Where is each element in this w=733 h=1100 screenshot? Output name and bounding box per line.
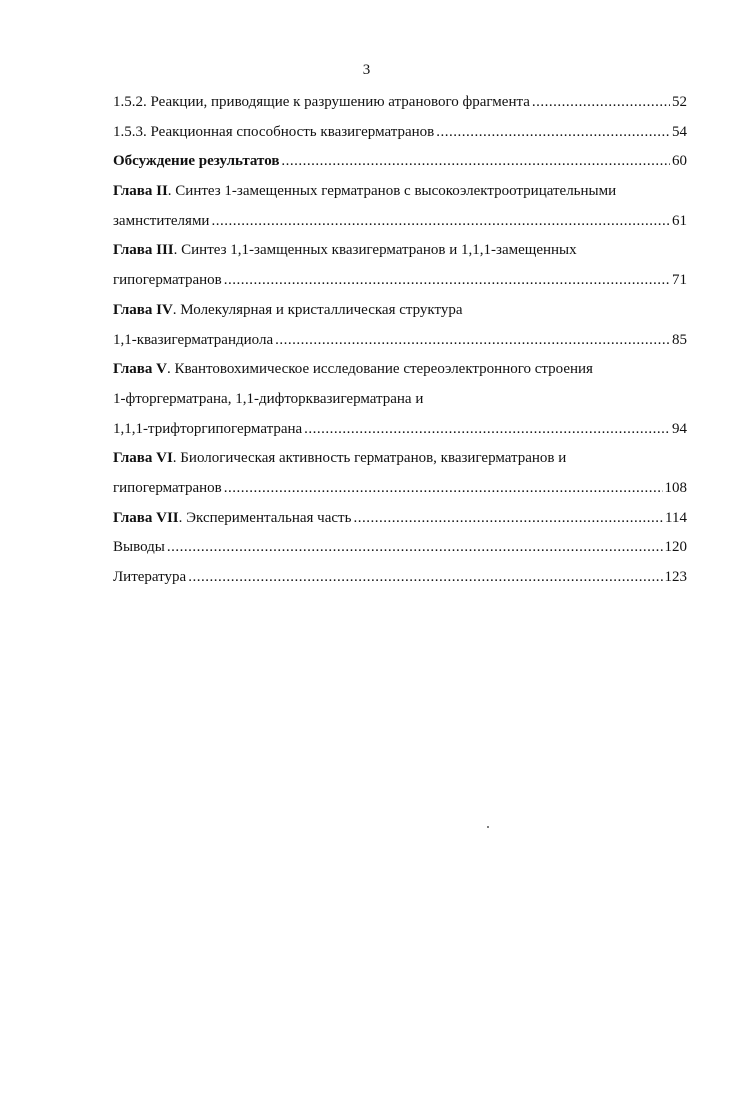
toc-entry-title-continued: замнстителями [113,212,210,229]
toc-entry-page: 71 [672,272,687,289]
toc-entry-chapter-7[interactable] [113,504,687,534]
chapter-label: Глава VI [113,450,173,467]
toc-entry-page: 123 [664,569,687,585]
dot-leader [224,474,663,504]
chapter-label: Глава V [113,361,167,378]
chapter-label: Глава VII [113,509,179,526]
toc-entry-title: . Синтез 1,1-замщенных квазигерматранов и 1,1,1-замещенных [173,242,577,259]
toc-entry-page: 52 [672,94,687,110]
toc-entry-title-continued: гипогерматранов [113,272,222,289]
toc-entry-title [113,504,351,534]
toc-entry-title: . Биологическая активность герматранов, квазигерматранов и [172,450,567,467]
toc-entry-title: Обсуждение результатов [113,153,280,170]
toc-entry-page: 94 [672,420,687,437]
toc-entry-page: 60 [672,153,687,170]
page-number: 3 [362,62,371,78]
dot-leader [436,118,670,148]
toc-entry-title-continued: 1,1,1-трифторгипогерматрана [113,420,303,437]
toc-entry-page: 120 [664,539,687,556]
dot-leader [353,504,663,534]
toc-entry-chapter-5-line-3[interactable] [113,415,687,445]
toc-entry-title: . Молекулярная и кристаллическая структура [172,301,463,318]
toc-entry-chapter-4-line-2[interactable] [113,326,687,356]
toc-entry-title: 1.5.3. Реакционная способность квазигерматранов [113,123,435,140]
toc-entry-title: . Квантовохимическое исследование стереоэлектронного строения [166,361,593,378]
chapter-label: Глава IV [113,301,173,318]
toc-entry-page: 54 [672,123,687,140]
toc-entry-discussion[interactable] [113,147,687,177]
toc-entry-chapter-6-line-2[interactable] [113,474,687,504]
toc-entry-title-continued: 1-фторгерматрана, 1,1-дифторквазигерматрана и [113,390,424,407]
toc-entry-title: Выводы [113,539,165,556]
toc-entry-chapter-5-line-1[interactable] [113,355,687,385]
toc-entry-chapter-5-line-2[interactable] [113,385,687,415]
toc-entry-conclusions[interactable] [113,533,687,563]
dot-leader [275,326,670,356]
toc-entry-chapter-2-line-2[interactable] [113,207,687,237]
toc-entry-title: 1.5.2. Реакции, приводящие к разрушению атранового фрагмента [113,94,530,110]
toc-entry-chapter-4-line-1[interactable] [113,296,687,326]
table-of-contents [113,88,687,593]
toc-entry-title-continued: гипогерматранов [113,479,222,496]
dot-leader [188,563,662,593]
dot-leader [304,415,670,445]
scan-speck [487,826,489,828]
dot-leader [532,88,670,118]
toc-entry-chapter-3-line-1[interactable] [113,236,687,266]
toc-entry-chapter-6-line-1[interactable] [113,444,687,474]
toc-entry-title: . Синтез 1-замещенных герматранов с высокоэлектроотрицательными [167,183,617,200]
toc-entry-page: 61 [672,212,687,229]
toc-entry-page: 114 [665,509,687,526]
dot-leader [281,147,670,177]
chapter-label: Глава III [113,242,174,259]
toc-entry-page: 108 [664,479,687,496]
toc-entry-1-5-3[interactable] [113,118,687,148]
toc-entry-1-5-2[interactable] [113,88,687,118]
toc-entry-page: 85 [672,331,687,348]
dot-leader [224,266,670,296]
toc-entry-title-text: . Экспериментальная часть [178,509,352,526]
toc-entry-title-continued: 1,1-квазигерматрандиола [113,331,274,348]
toc-entry-chapter-3-line-2[interactable] [113,266,687,296]
toc-entry-chapter-2-line-1[interactable] [113,177,687,207]
toc-entry-references[interactable] [113,563,687,593]
chapter-label: Глава II [113,183,168,200]
dot-leader [211,207,670,237]
toc-entry-title: Литература [113,569,187,585]
dot-leader [167,533,663,563]
